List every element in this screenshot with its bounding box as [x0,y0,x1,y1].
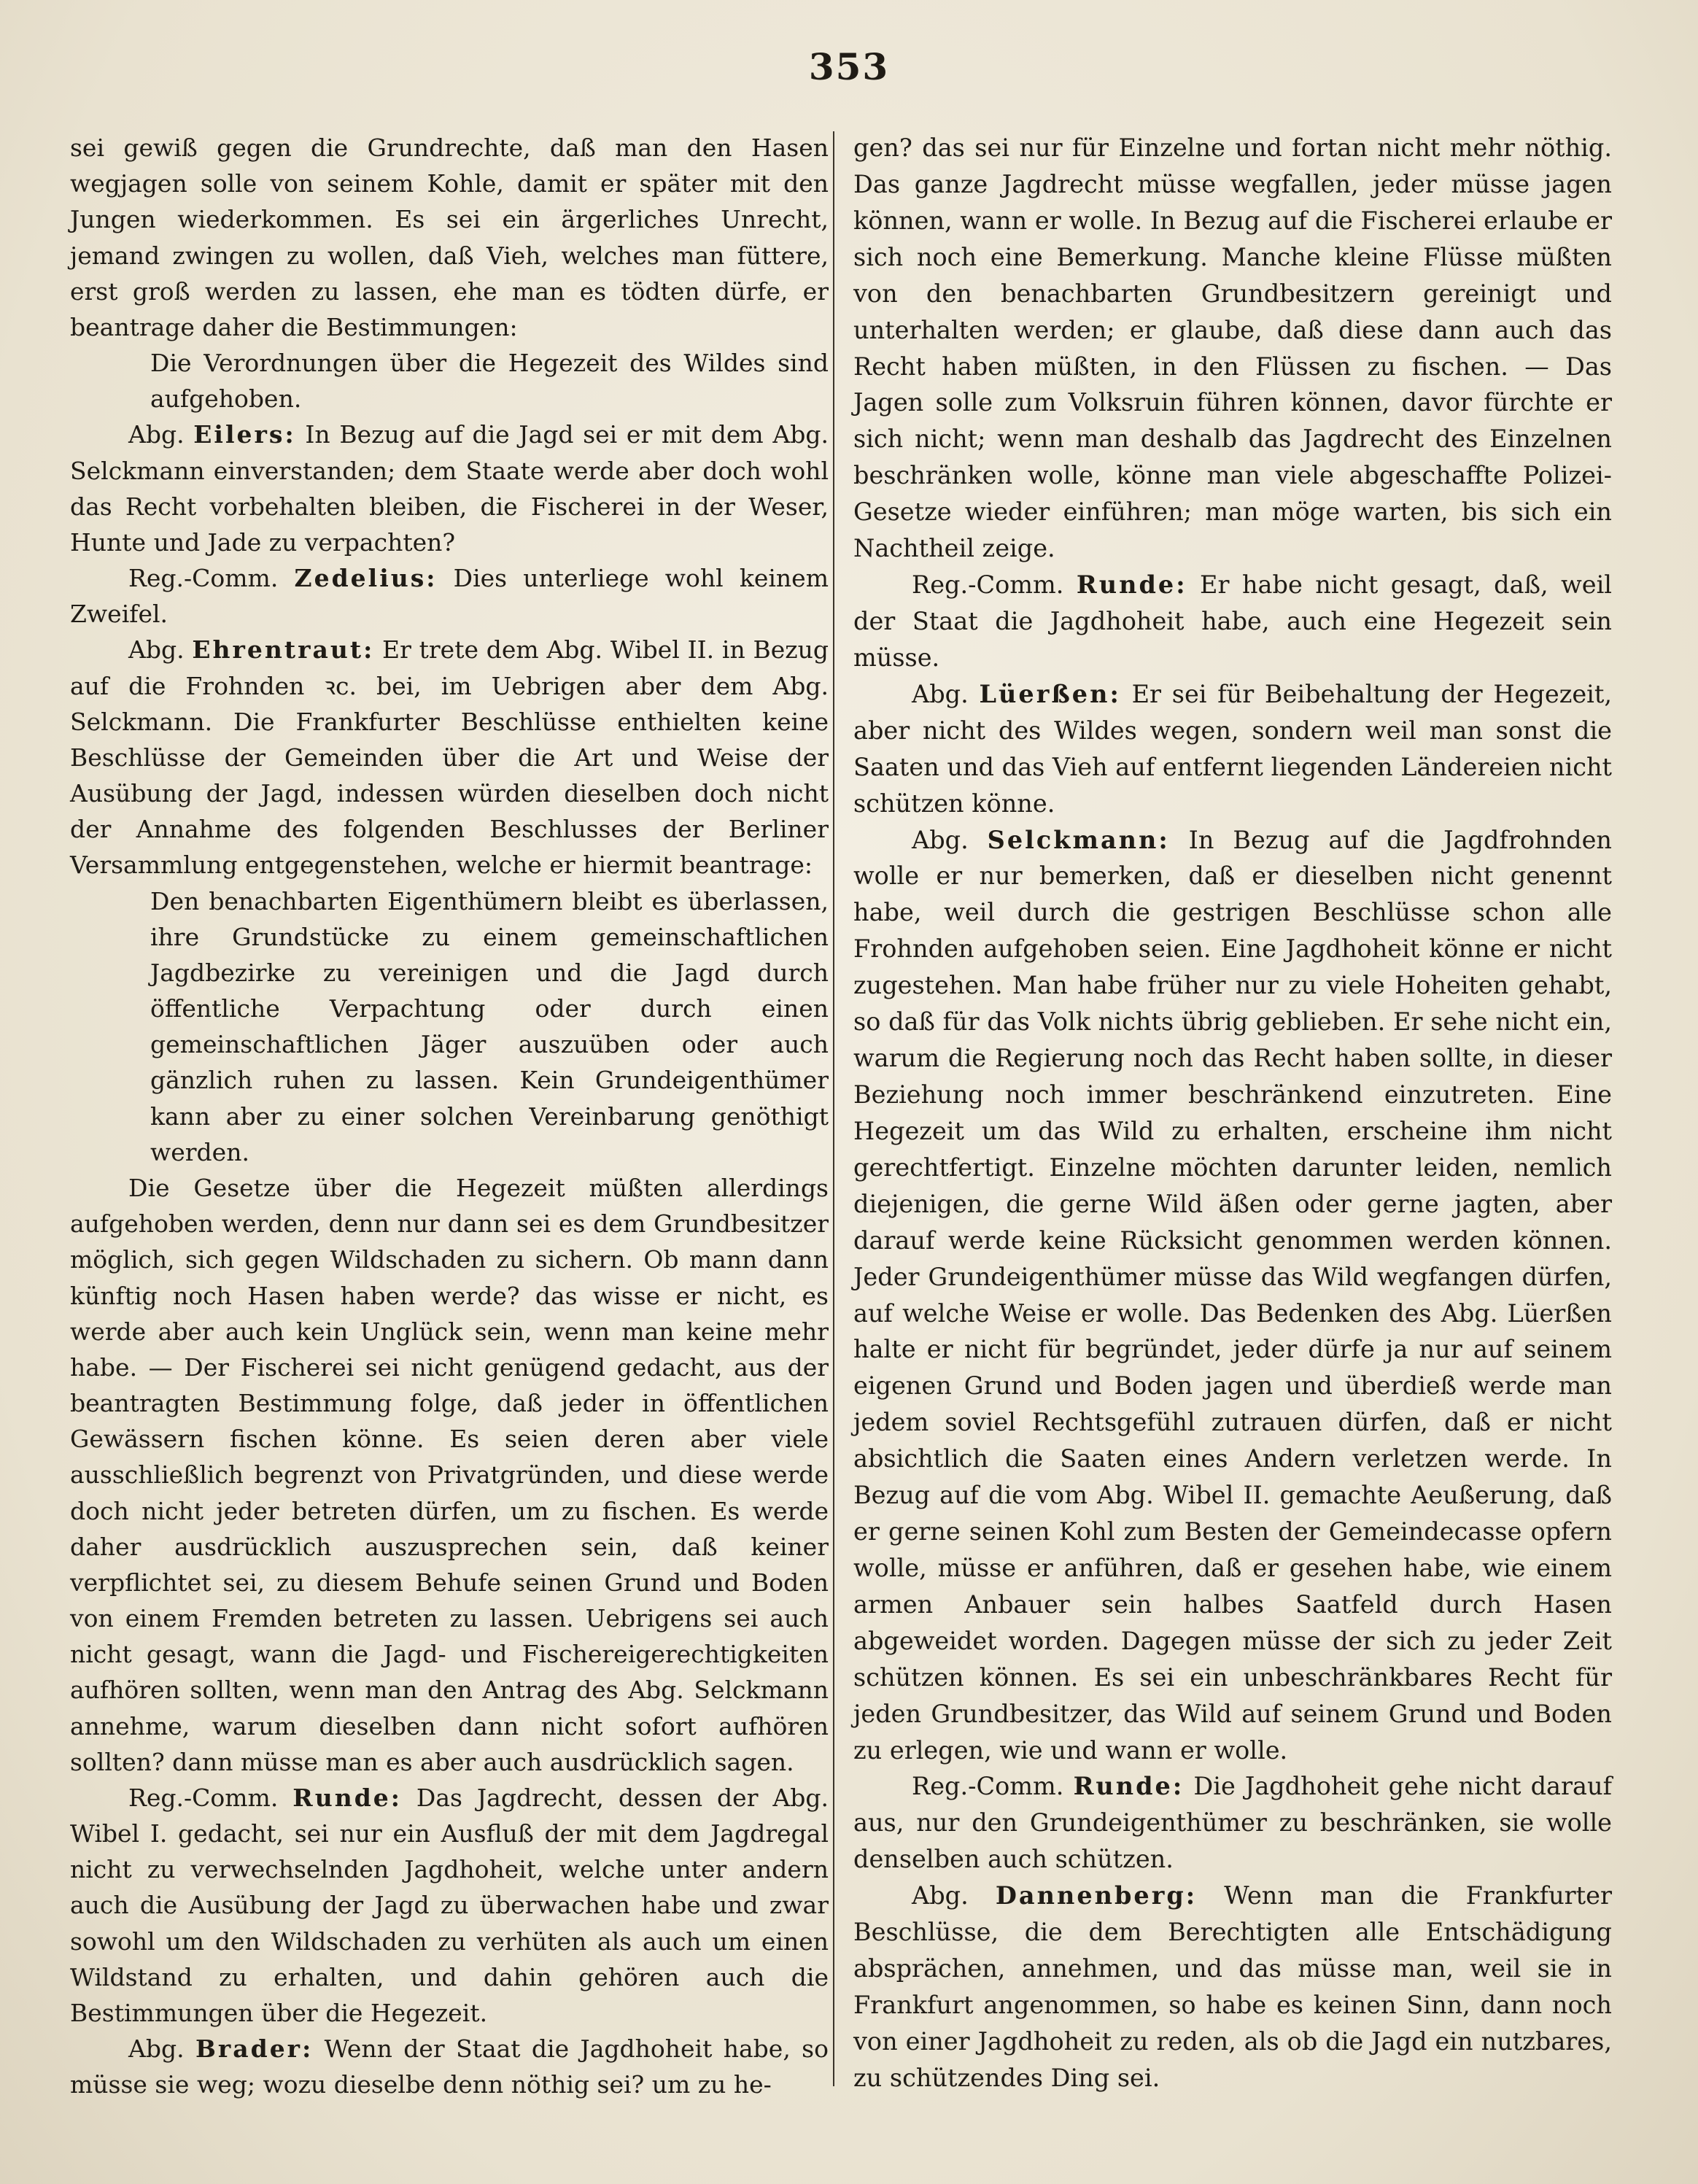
speaker-role: Reg.-Comm. [128,564,279,593]
speaker-role: Abg. [912,679,969,708]
left-column [70,130,829,2102]
paragraph-text: Das Jagdrecht, dessen der Abg. Wibel I. gedacht, sei nur ein Ausfluß der mit dem Jagdregal nicht zu verwechselnden Jagdhoheit, welche unter andern auch die Ausübung der Jagd zu überwachen habe und zwar sowohl um den Wildschaden zu verhüten als auch um einen Wildstand zu erhalten, und dahin gehören auch die Bestimmungen über die Hegezeit. [70,1783,829,2027]
speaker-role: Reg.-Comm. [912,1772,1064,1801]
speech-paragraph [853,1768,1612,1878]
paragraph-text: Dies unterliege wohl keinem Zweifel. [70,564,829,629]
speech-paragraph [853,676,1612,822]
speech-paragraph [853,567,1612,676]
page-number: 353 [808,45,890,88]
paragraph-text: In Bezug auf die Jagdfrohnden wolle er nur bemerken, daß er dieselben nicht genennt habe, weil durch die gestrigen Beschlüsse schon alle Frohnden aufgehoben seien. Eine Jagdhoheit könne er nicht zugestehen. Man habe früher nur zu viele Hoheiten gehabt, so daß für das Volk nichts übrig geblieben. Er sehe nicht ein, warum die Regierung noch das Recht haben sollte, in dieser Beziehung noch immer beschränkend einzutreten. Eine Hegezeit um das Wild zu erhalten, erscheine ihm nicht gerechtfertigt. Einzelne möchten darunter leiden, nemlich diejenigen, die gerne Wild äßen oder gerne jagten, aber darauf werde keine Rücksicht genommen werden können. Jeder Grundeigenthümer müsse das Wild wegfangen dürfen, auf welche Weise er wolle. Das Bedenken des Abg. Lüerßen halte er nicht für begründet, jeder dürfe ja nur auf seinem eigenen Grund und Boden jagen und überdieß werde man jedem soviel Rechtsgefühl zutrauen dürfen, daß er nicht absichtlich die Saaten eines Andern verletzen werde. In Bezug auf die vom Abg. Wibel II. gemachte Aeußerung, daß er gerne seinen Kohl zum Besten der Gemeindecasse opfern wolle, müsse er anführen, daß er gesehen habe, wie einem armen Anbauer sein halbes Saatfeld durch Hasen abgeweidet worden. Dagegen müsse der sich zu jeder Zeit schützen können. Es sei ein unbeschränkbares Recht für jeden Grundbesitzer, das Wild auf seinem Grund und Boden zu erlegen, wie und wann er wolle. [853,825,1613,1765]
paragraph-text: Er habe nicht gesagt, daß, weil der Staat die Jagdhoheit habe, auch eine Hegezeit sein müsse. [853,570,1612,672]
speaker-name: Dannenberg: [995,1881,1198,1910]
speech-paragraph [853,822,1612,1769]
speaker-role: Reg.-Comm. [912,570,1064,600]
continued-paragraph [853,130,1612,567]
speech-paragraph [70,2031,829,2102]
paragraph-text: Die Verordnungen über die Hegezeit des Wildes sind aufgehoben. [150,349,829,414]
paragraph-text: Die Jagdhoheit gehe nicht darauf aus, nur den Grundeigenthümer zu beschränken, sie wolle denselben auch schützen. [853,1772,1612,1874]
paragraph-text: Er trete dem Abg. Wibel II. in Bezug auf die Frohnden ꝛc. bei, im Uebrigen aber dem Abg. Selckmann. Die Frankfurter Beschlüsse enthielten keine Beschlüsse der Gemeinden über die Art und Weise der Ausübung der Jagd, indessen würden dieselben doch nicht der Annahme des folgenden Beschlusses der Berliner Versammlung entgegenstehen, welche er hiermit beantrage: [70,635,829,880]
speaker-name: Runde: [1076,570,1187,600]
paragraph-text: gen? das sei nur für Einzelne und fortan nicht mehr nöthig. Das ganze Jagdrecht müsse wegfallen, jeder müsse jagen können, wann er wolle. In Bezug auf die Fischerei erlaube er sich noch eine Bemerkung. Manche kleine Flüsse müßten von den benachbarten Grundbesitzern gereinigt und unterhalten werden; er glaube, daß diese dann auch das Recht haben müßten, in den Flüssen zu fischen. — Das Jagen solle zum Volksruin führen können, davor fürchte er sich nicht; wenn man deshalb das Jagdrecht des Einzelnen beschränken wolle, könne man viele abgeschaffte Polizei-Gesetze wieder einführen; man möge warten, bis sich ein Nachtheil zeige. [853,133,1612,563]
speech-paragraph [70,1780,829,2031]
paragraph-text: Wenn der Staat die Jagdhoheit habe, so müsse sie weg; wozu dieselbe denn nöthig sei? um zu he- [70,2034,829,2099]
speaker-role: Abg. [128,635,185,665]
speaker-name: Runde: [292,1783,402,1812]
paragraph [70,1170,829,1780]
paragraph-text: Wenn man die Frankfurter Beschlüsse, die dem Berechtigten alle Entschädigung absprächen, annehmen, und das müsse man, weil sie in Frankfurt angenommen, so habe es keinen Sinn, dann noch von einer Jagdhoheit zu reden, als ob die Jagd ein nutzbares, zu schützendes Ding sei. [853,1881,1612,2092]
paragraph-text: In Bezug auf die Jagd sei er mit dem Abg. Selckmann einverstanden; dem Staate werde aber doch wohl das Recht vorbehalten bleiben, die Fischerei in der Weser, Hunte und Jade zu verpachten? [70,420,829,557]
speaker-name: Eilers: [193,420,296,449]
paragraph-text: Er sei für Beibehaltung der Hegezeit, aber nicht des Wildes wegen, sondern weil man sonst die Saaten und das Vieh auf entfernt liegenden Ländereien nicht schützen könne. [853,679,1613,818]
speaker-name: Zedelius: [294,564,438,593]
speaker-name: Brader: [195,2034,314,2064]
speaker-role: Abg. [912,1881,969,1910]
speaker-name: Selckmann: [987,825,1170,854]
speaker-role: Reg.-Comm. [128,1783,279,1812]
speaker-role: Abg. [912,825,969,854]
right-column [853,130,1612,2096]
speaker-name: Ehrentraut: [192,635,375,665]
paragraph-text: Den benachbarten Eigenthümern bleibt es überlassen, ihre Grundstücke zu einem gemeinschaftlichen Jagdbezirke zu vereinigen und die Jagd durch öffentliche Verpachtung oder durch einen gemeinschaftlichen Jäger auszuüben oder auch gänzlich ruhen zu lassen. Kein Grundeigenthümer kann aber zu einer solchen Vereinbarung genöthigt werden. [150,886,829,1166]
speech-paragraph [70,560,829,632]
speech-paragraph [70,632,829,883]
continued-paragraph [70,130,829,345]
quoted-motion [150,345,829,417]
paragraph-text: Die Gesetze über die Hegezeit müßten allerdings aufgehoben werden, denn nur dann sei es dem Grundbesitzer möglich, sich gegen Wildschaden zu sichern. Ob mann dann künftig noch Hasen haben werde? das wisse er nicht, es werde aber auch kein Unglück sein, wenn man keine mehr habe. — Der Fischerei sei nicht genügend gedacht, aus der beantragten Bestimmung folge, daß jeder in öffentlichen Gewässern fischen könne. Es seien deren aber viele ausschließlich begrenzt von Privatgründen, und diese werde doch nicht jeder betreten dürfen, um zu fischen. Es werde daher ausdrücklich auszusprechen sein, daß keiner verpflichtet sei, zu diesem Behufe seinen Grund und Boden von einem Fremden betreten zu lassen. Uebrigens sei auch nicht gesagt, wann die Jagd- und Fischereigerechtigkeiten aufhören sollten, wenn man den Antrag des Abg. Selckmann annehme, warum dieselben dann nicht sofort aufhören sollten? dann müsse man es aber auch ausdrücklich sagen. [70,1173,829,1776]
paragraph-text: sei gewiß gegen die Grundrechte, daß man den Hasen wegjagen solle von seinem Kohle, damit er später mit den Jungen wiederkommen. Es sei ein ärgerliches Unrecht, jemand zwingen zu wollen, daß Vieh, welches man füttere, erst groß werden zu lassen, ehe man es tödten dürfe, er beantrage daher die Bestimmungen: [70,133,829,341]
quoted-motion [150,883,829,1170]
speaker-role: Abg. [128,420,185,449]
speech-paragraph [70,417,829,560]
speaker-name: Runde: [1073,1772,1185,1801]
speaker-name: Lüerßen: [979,679,1121,708]
speaker-role: Abg. [128,2034,185,2064]
column-divider [833,131,834,2086]
speech-paragraph [853,1878,1612,2096]
